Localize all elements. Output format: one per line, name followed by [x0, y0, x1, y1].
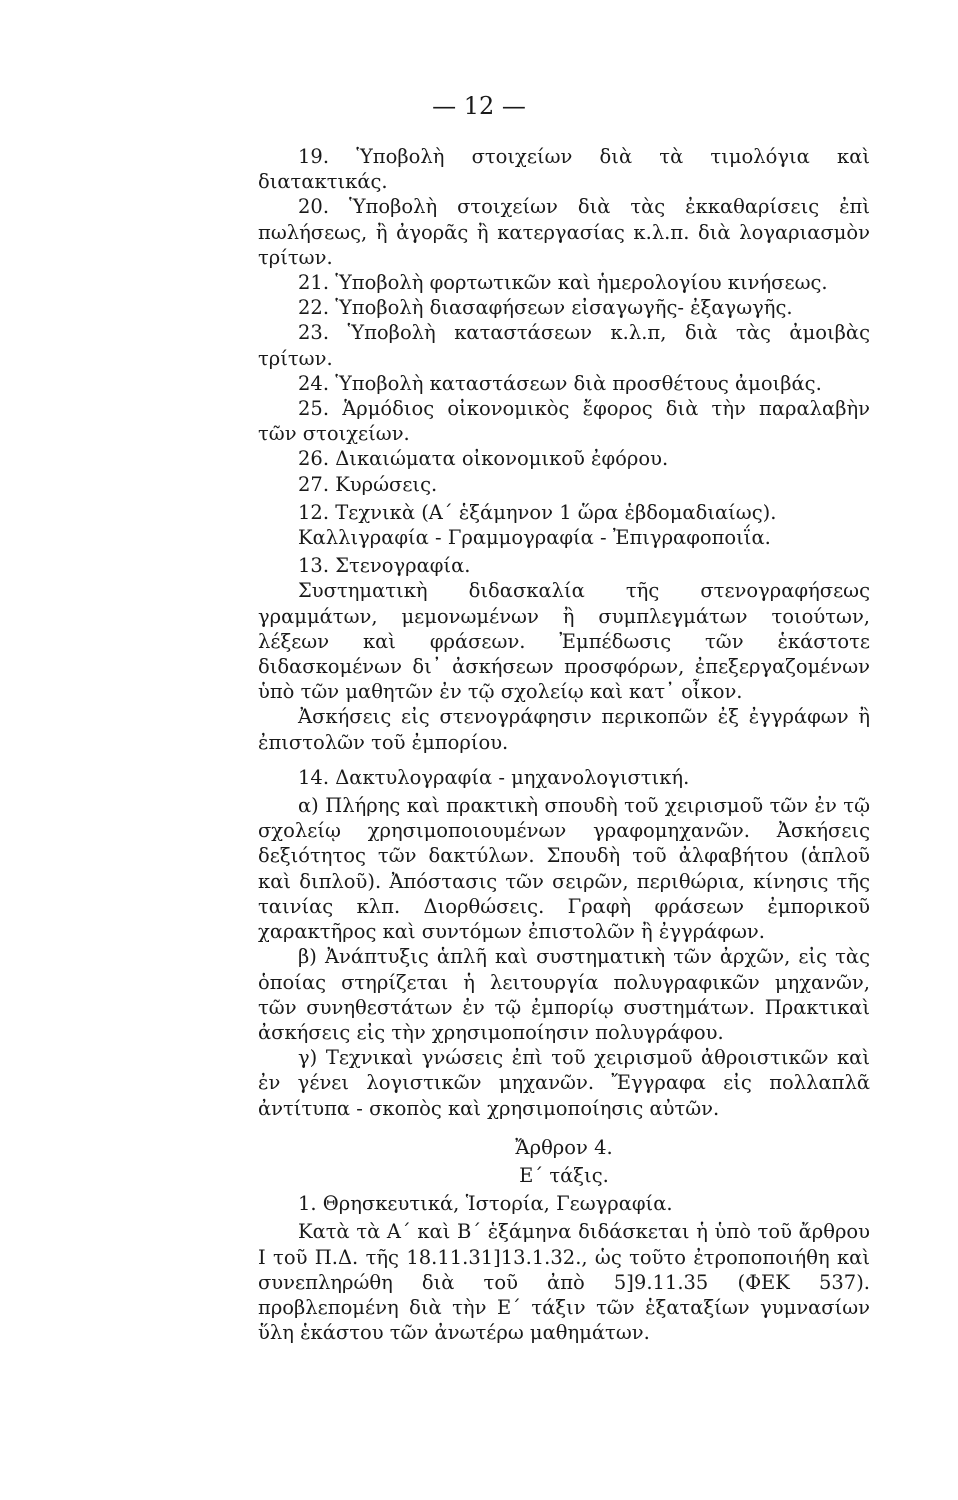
- list-item-26: [258, 446, 870, 471]
- item-text: Ὑποβολὴ καταστάσεων διὰ προσθέτους ἀμοιβάς.: [335, 371, 822, 395]
- item-text: Ὑποβολὴ στοιχείων διὰ τὰ τιμολόγια καὶ διατακτικάς.: [258, 145, 871, 194]
- item-number: 26.: [298, 447, 330, 471]
- article-heading: Ἄρθρον 4.: [515, 1135, 613, 1159]
- section-13-paragraph-1: Συστηματικὴ διδασκαλία τῆς στενογραφήσεως γραμμάτων, μεμονωμένων ἢ συμπλεγμάτων τοιούτων, λέξεων καὶ φράσεων. Ἐμπέδωσις τῶν ἑκάστοτε διδασκομένων δι᾽ ἀσκήσεων προσφόρων, ἐπεξεργαζομένων ὑπὸ τῶν μαθητῶν ἐν τῷ σχολείῳ καὶ κατ᾽ οἶκον.: [258, 579, 870, 704]
- article-item-1: 1. Θρησκευτικά, Ἱστορία, Γεωγραφία.: [298, 1192, 673, 1216]
- list-item-19: [258, 144, 870, 194]
- section-12-title: 12. Τεχνικὰ (Α΄ ἑξάμηνον 1 ὥρα ἑβδομαδιαίως).: [298, 500, 777, 524]
- list-item-27: [258, 472, 870, 497]
- list-item-21: [258, 270, 870, 295]
- item-text: Ὑποβολὴ διασαφήσεων εἰσαγωγῆς- ἐξαγωγῆς.: [335, 296, 793, 320]
- list-item-22: [258, 295, 870, 320]
- list-item-20: [258, 194, 870, 270]
- page-number: — 12 —: [432, 92, 526, 120]
- item-number: 27.: [298, 472, 330, 496]
- item-text: Ὑποβολὴ καταστάσεων κ.λ.π, διὰ τὰς ἀμοιβὰς τρίτων.: [258, 321, 870, 370]
- section-12-subtitle: Καλλιγραφία - Γραμμογραφία - Ἐπιγραφοποιΐα.: [298, 526, 771, 550]
- class-heading: Ε΄ τάξις.: [519, 1163, 609, 1187]
- section-13-title: 13. Στενογραφία.: [298, 554, 471, 578]
- item-number: 21.: [298, 271, 330, 295]
- list-item-24: [258, 371, 870, 396]
- section-14-part-b: β) Ἀνάπτυξις ἁπλῆ καὶ συστηματικὴ τῶν ἀρχῶν, εἰς τὰς ὁποίας στηρίζεται ἡ λειτουργία πολυγραφικῶν μηχανῶν, τῶν συνηθεστάτων ἐν τῷ ἐμπορίῳ συστημάτων. Πρακτικαὶ ἀσκήσεις εἰς τὴν χρησιμοποίησιν πολυγράφου.: [258, 945, 870, 1044]
- item-text: Δικαιώματα οἰκονομικοῦ ἐφόρου.: [335, 447, 669, 471]
- section-13-paragraph-2: Ἀσκήσεις εἰς στενογράφησιν περικοπῶν ἐξ ἐγγράφων ἢ ἐπιστολῶν τοῦ ἐμπορίου.: [258, 705, 870, 754]
- item-number: 22.: [298, 296, 330, 320]
- item-number: 25.: [298, 397, 330, 421]
- list-item-23: [258, 320, 870, 370]
- section-14-part-a: α) Πλήρης καὶ πρακτικὴ σπουδὴ τοῦ χειρισμοῦ τῶν ἐν τῷ σχολείῳ χρησιμοποιουμένων γραφομηχανῶν. Ἀσκήσεις δεξιότητος τῶν δακτύλων. Σπουδὴ τοῦ ἀλφαβήτου (ἁπλοῦ καὶ διπλοῦ). Ἀπόστασις τῶν σειρῶν, περιθώρια, κίνησις τῆς ταινίας κλπ. Διορθώσεις. Γραφὴ φράσεων ἐμπορικοῦ χαρακτῆρος καὶ συντόμων ἐπιστολῶν ἢ ἐγγράφων.: [258, 794, 870, 944]
- page-body: [258, 144, 870, 1345]
- section-14-title: 14. Δακτυλογραφία - μηχανολογιστική.: [298, 765, 690, 789]
- item-number: 19.: [298, 145, 330, 168]
- list-item-25: [258, 396, 870, 446]
- item-text: Ὑποβολὴ φορτωτικῶν καὶ ἡμερολογίου κινήσεως.: [335, 271, 828, 295]
- item-text: Κυρώσεις.: [335, 472, 438, 496]
- item-number: 24.: [298, 371, 330, 395]
- article-paragraph: Κατὰ τὰ Α΄ καὶ Β΄ ἑξάμηνα διδάσκεται ἡ ὑπὸ τοῦ ἄρθρου Ι τοῦ Π.Δ. τῆς 18.11.31]13.1.32., ὡς τοῦτο ἐτροποποιήθη καὶ συνεπληρώθη διὰ τοῦ ἀπὸ 5]9.11.35 (ΦΕΚ 537). προβλεπομένη διὰ τὴν Ε΄ τάξιν τῶν ἑξαταξίων γυμνασίων ὕλη ἑκάστου τῶν ἀνωτέρω μαθημάτων.: [258, 1220, 870, 1345]
- item-text: Ἁρμόδιος οἰκονομικὸς ἔφορος διὰ τὴν παραλαβὴν τῶν στοιχείων.: [258, 397, 871, 446]
- item-number: 23.: [298, 321, 330, 345]
- item-number: 20.: [298, 195, 330, 219]
- item-text: Ὑποβολὴ στοιχείων διὰ τὰς ἐκκαθαρίσεις ἐπὶ πωλήσεως, ἢ ἀγορᾶς ἢ κατεργασίας κ.λ.π. διὰ λογαριασμὸν τρίτων.: [258, 195, 870, 269]
- section-14-part-c: γ) Τεχνικαὶ γνώσεις ἐπὶ τοῦ χειρισμοῦ ἀθροιστικῶν καὶ ἐν γένει λογιστικῶν μηχανῶν. Ἔγγραφα εἰς πολλαπλᾶ ἀντίτυπα - σκοπὸς καὶ χρησιμοποίησις αὐτῶν.: [258, 1046, 870, 1120]
